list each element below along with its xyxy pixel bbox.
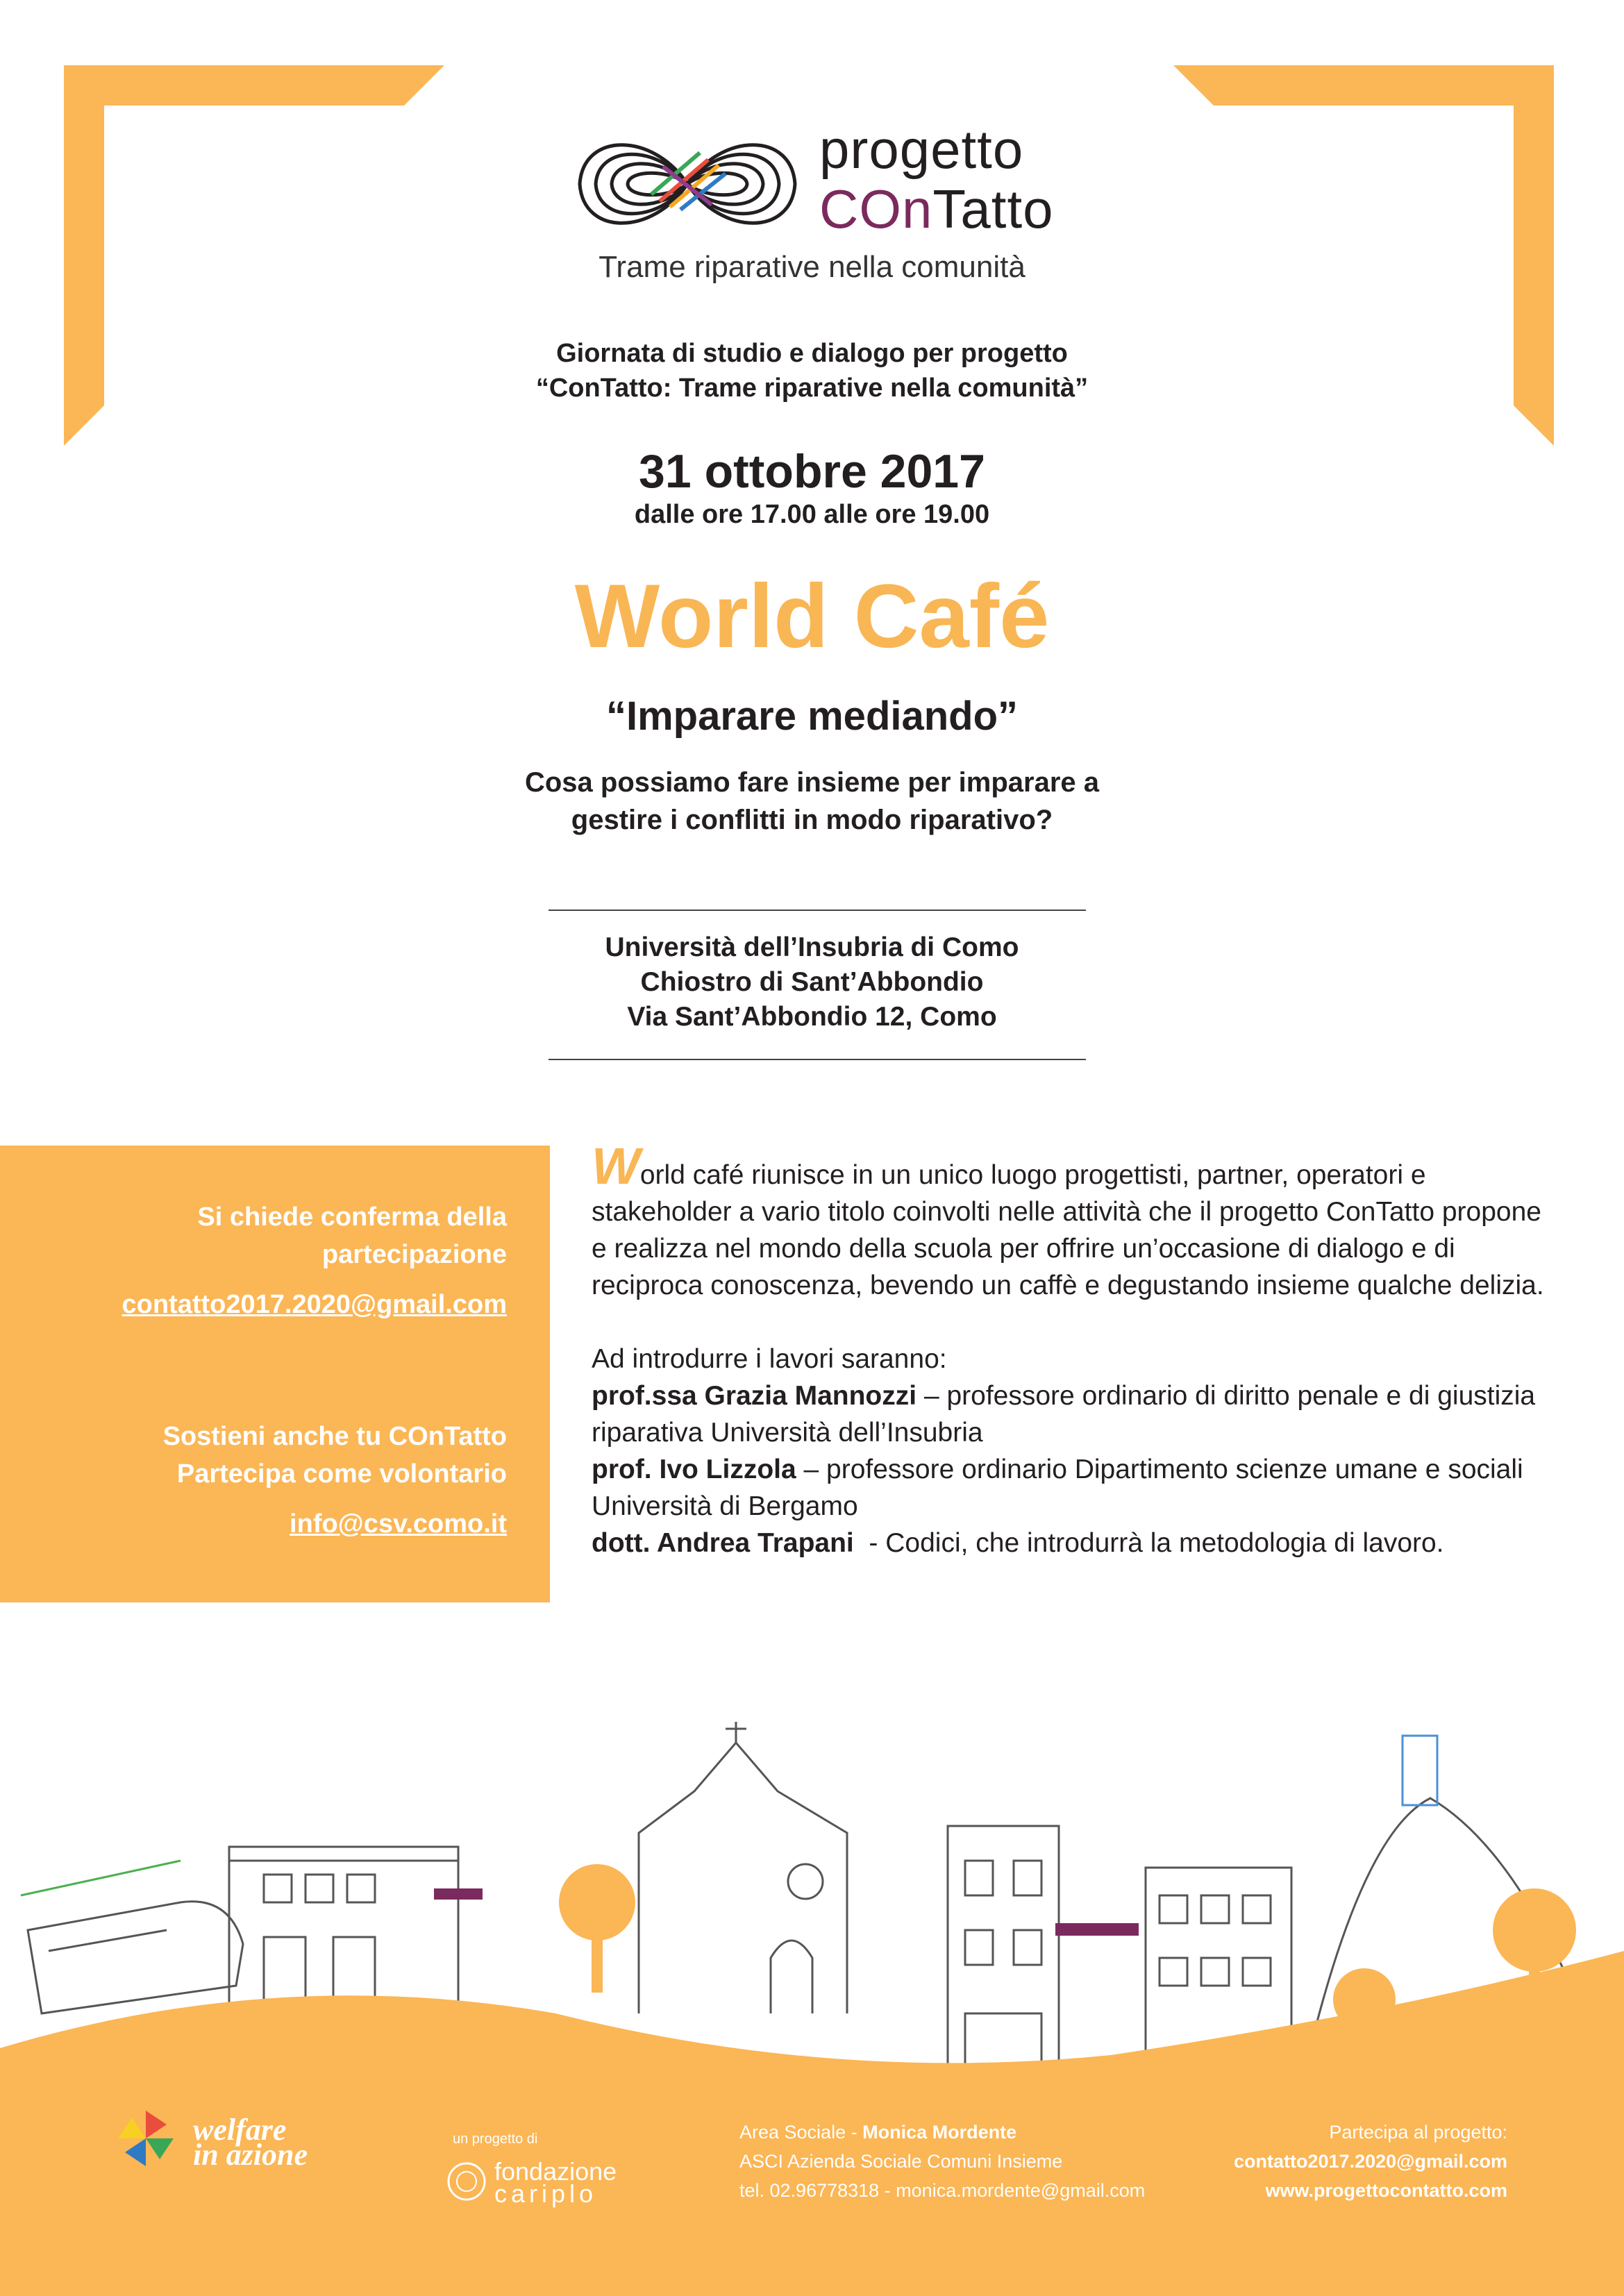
join-label: Partecipa al progetto: (1329, 2122, 1507, 2143)
train-drawing (28, 1902, 243, 2013)
church-drawing (639, 1743, 847, 2013)
logo-word-contatto (819, 178, 1054, 241)
info-sidebar (0, 1146, 550, 1602)
event-motto: “Imparare mediando” (605, 694, 1019, 739)
speakers-intro: Ad introdurre i lavori saranno: (592, 1344, 947, 1374)
join-block (1234, 2118, 1507, 2205)
speaker-3 (592, 1525, 1550, 1561)
website-link[interactable]: www.progettocontatto.com (1265, 2180, 1507, 2201)
footer (0, 2041, 1624, 2296)
laundry-line (1055, 1923, 1139, 1936)
logo (569, 118, 1055, 250)
join-email-link[interactable]: contatto2017.2020@gmail.com (1234, 2151, 1507, 2172)
event-question (0, 764, 1624, 839)
knot-logo-icon (569, 125, 805, 243)
fondazione-line2: cariplo (494, 2179, 598, 2208)
speaker-2 (592, 1451, 1550, 1525)
event-date: 31 ottobre 2017 (639, 445, 985, 498)
welfare-logo (193, 2113, 308, 2172)
area-name: Monica Mordente (862, 2122, 1017, 2143)
area-label: Area Sociale - (739, 2122, 863, 2143)
confirm-email-link[interactable]: contatto2017.2020@gmail.com (122, 1290, 507, 1319)
pinwheel-icon (118, 2111, 174, 2166)
venue-line3: Via Sant’Abbondio 12, Como (627, 1002, 997, 1032)
divider-bottom (549, 1059, 1086, 1060)
tree-1 (559, 1864, 635, 1941)
speaker-3-role: - Codici, che introdurrà la metodologia di lavoro. (853, 1528, 1444, 1558)
intro (0, 336, 1624, 405)
welfare-line1: welfare (193, 2113, 287, 2147)
speaker-3-name: dott. Andrea Trapani (592, 1528, 854, 1558)
support-line2: Partecipa come volontario (176, 1459, 507, 1489)
question-line1: Cosa possiamo fare insieme per imparare a (524, 767, 1100, 798)
question-line2: gestire i conflitti in modo riparativo? (571, 805, 1053, 835)
fondazione-seal-icon (446, 2161, 487, 2202)
speaker-1-name: prof.ssa Grazia Mannozzi (592, 1381, 917, 1411)
welfare-line2: in azione (193, 2138, 308, 2172)
logo-word-tatto: Tatto (932, 178, 1054, 240)
speaker-1 (592, 1377, 1550, 1451)
confirm-block (122, 1198, 508, 1323)
support-block (163, 1418, 507, 1543)
event-hours: dalle ore 17.00 alle ore 19.00 (634, 500, 990, 529)
area-line (739, 2118, 1145, 2147)
logo-tagline: Trame riparative nella comunità (598, 250, 1026, 284)
banner-flag (434, 1888, 483, 1900)
intro-line2: “ConTatto: Trame riparative nella comunità” (535, 374, 1089, 403)
support-line1: Sostieni anche tu COnTatto (162, 1422, 507, 1451)
area-contact (739, 2118, 1145, 2205)
project-of-label: un progetto di (453, 2131, 538, 2147)
asci-line: ASCI Azienda Sociale Comuni Insieme (739, 2151, 1063, 2172)
support-email-link[interactable]: info@csv.como.it (290, 1509, 507, 1539)
divider-top (549, 910, 1086, 911)
description-paragraph (592, 1137, 1550, 1304)
description-text: orld café riunisce in un unico luogo progettisti, partner, operatori e stakeholder a vario titolo coinvolti nelle attività che il progetto ConTatto propone e realizza nel mondo della scuola per offrire un’occasione di dialogo e di reciproca conoscenza, bevendo un caffè e degustando insieme qualche delizia. (592, 1160, 1544, 1300)
dropcap: W (592, 1137, 640, 1195)
description (592, 1137, 1550, 1561)
speaker-1-role: – professore ordinario di diritto penale e di giustizia riparativa Università dell’Insubria (592, 1381, 1536, 1448)
confirm-line2: partecipazione (321, 1240, 507, 1269)
logo-word-progetto: progetto (819, 119, 1024, 180)
event-title: World Café (574, 565, 1050, 667)
confirm-line1: Si chiede conferma della (197, 1203, 507, 1232)
fondazione-line1: fondazione (494, 2157, 617, 2186)
speaker-2-role: – professore ordinario Dipartimento scienze umane e sociali Università di Bergamo (592, 1455, 1523, 1521)
fondazione-logo (494, 2157, 617, 2208)
contact-line: tel. 02.96778318 - monica.mordente@gmail.com (739, 2180, 1146, 2201)
speaker-2-name: prof. Ivo Lizzola (592, 1455, 796, 1484)
venue-line1: Università dell’Insubria di Como (605, 932, 1019, 962)
logo-word-con: COn (819, 178, 933, 240)
venue (0, 930, 1624, 1034)
venue-line2: Chiostro di Sant’Abbondio (640, 967, 984, 997)
intro-line1: Giornata di studio e dialogo per progetto (556, 339, 1068, 368)
